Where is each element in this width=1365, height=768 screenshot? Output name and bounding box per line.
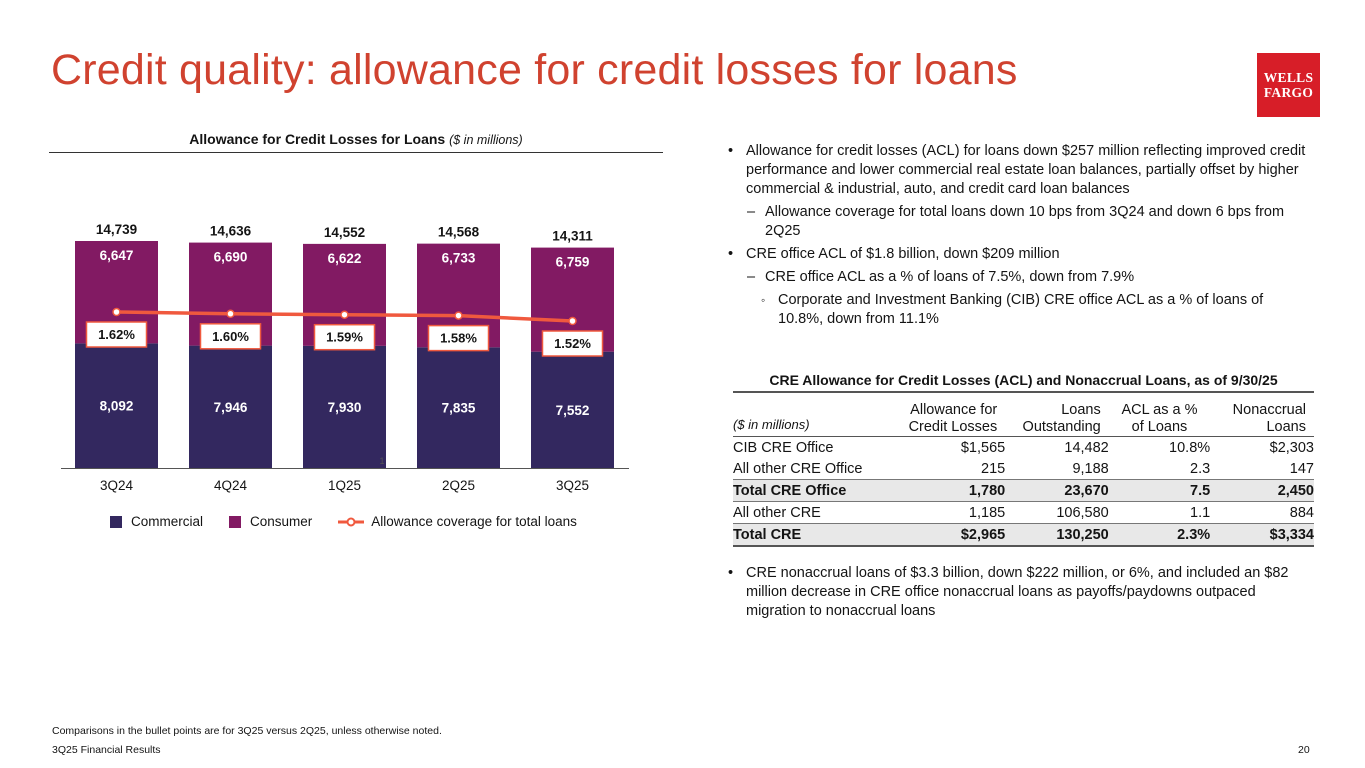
footnote: Comparisons in the bullet points are for 3Q25 versus 2Q25, unless otherwise noted. (52, 725, 442, 737)
header-loans-outstanding (1005, 393, 1109, 437)
cell-acl-pct: 2.3% (1109, 524, 1210, 547)
x-tick-label-3Q24: 3Q24 (99, 478, 134, 493)
x-tick-label-2Q25: 2Q25 (441, 478, 476, 493)
table-row-total (733, 480, 1314, 502)
cell-nonaccrual: 884 (1289, 504, 1314, 521)
table-row (733, 458, 1314, 480)
table-row (733, 502, 1314, 524)
bullet-dot-icon: • (728, 246, 734, 262)
footer-label: 3Q25 Financial Results (52, 744, 161, 756)
header-nonaccrual (1210, 393, 1314, 437)
data-label-total-3Q25: 14,311 (552, 228, 593, 244)
cell-allowance: $1,565 (960, 439, 1006, 456)
legend-swatch-commercial (110, 516, 122, 528)
wells-fargo-logo (1257, 53, 1320, 117)
cre-acl-table (733, 393, 1314, 547)
coverage-point-4Q24 (227, 310, 234, 317)
acl-stacked-bar-chart (0, 0, 700, 500)
data-label-commercial-4Q24: 7,946 (213, 399, 248, 415)
data-label-consumer-4Q24: 6,690 (213, 249, 248, 265)
cell-acl-pct: 1.1 (1190, 504, 1211, 521)
header-line-1: Nonaccrual (1232, 402, 1306, 418)
cell-nonaccrual: 147 (1289, 460, 1314, 477)
bullet-cre-nonaccrual (726, 564, 1306, 621)
unit-label: ($ in millions) (733, 417, 810, 432)
cell-allowance: 1,185 (968, 504, 1006, 521)
x-tick-label-1Q25: 1Q25 (327, 478, 362, 493)
nonaccrual-bullet-list (726, 564, 1306, 625)
data-label-commercial-2Q25: 7,835 (441, 400, 476, 416)
coverage-label-1Q25: 1.59% (326, 329, 363, 345)
cell-acl-pct: 10.8% (1169, 439, 1211, 456)
coverage-point-3Q25 (569, 318, 576, 325)
dash-icon: – (747, 269, 756, 285)
logo-line-2: FARGO (1263, 85, 1314, 100)
coverage-label-3Q25: 1.52% (554, 336, 591, 351)
coverage-point-2Q25 (455, 312, 462, 319)
header-line-1: Loans (1061, 402, 1101, 418)
legend-label-commercial: Commercial (131, 514, 204, 529)
page-number: 20 (1298, 744, 1310, 756)
bullet-dot-icon: • (728, 143, 734, 159)
cell-allowance: $2,965 (903, 524, 1005, 547)
sub-bullet-coverage (726, 203, 1306, 241)
table-row-total (733, 524, 1314, 547)
cell-loans: 23,670 (1005, 480, 1109, 502)
page-title: Credit quality: allowance for credit losses for loans (51, 46, 1018, 94)
cell-nonaccrual: $3,334 (1210, 524, 1314, 547)
legend-item-consumer (229, 514, 312, 529)
coverage-label-3Q24: 1.62% (98, 327, 135, 342)
header-acl-pct (1109, 393, 1210, 437)
key-points-list (726, 142, 1306, 333)
cell-loans: 106,580 (1056, 504, 1109, 521)
cell-loans: 9,188 (1072, 460, 1109, 477)
header-line-1: Allowance for (910, 402, 998, 418)
sub-sub-bullet-cib (726, 291, 1306, 329)
cell-nonaccrual: 2,450 (1210, 480, 1314, 502)
chart-title-text: Allowance for Credit Losses for Loans (189, 131, 446, 147)
data-label-consumer-3Q24: 6,647 (99, 248, 134, 263)
cell-loans: 130,250 (1005, 524, 1109, 547)
legend-label-consumer: Consumer (250, 514, 313, 529)
cell-acl-pct: 7.5 (1109, 480, 1210, 502)
sub-bullet-text: CRE office ACL as a % of loans of 7.5%, down from 7.9% (765, 269, 1135, 285)
data-label-consumer-2Q25: 6,733 (441, 250, 476, 266)
legend-item-commercial (110, 514, 203, 529)
coverage-point-1Q25 (341, 311, 348, 318)
row-label: Total CRE Office (733, 480, 903, 502)
header-line-2: Credit Losses (908, 419, 998, 435)
table-header-row (733, 393, 1314, 437)
bullet-acl-down (726, 142, 1306, 199)
sub-sub-bullet-text: Corporate and Investment Banking (CIB) CRE office ACL as a % of loans of 10.8%, down from 11.1% (778, 292, 1264, 327)
chart-title-unit: ($ in millions) (449, 133, 523, 147)
logo-line-1: WELLS (1263, 70, 1314, 85)
bullet-text: Allowance for credit losses (ACL) for loans down $257 million reflecting improved credit performance and lower commercial real estate loan balances, partially offset by higher commercial & industrial, auto, and credit card loan balances (746, 143, 1306, 197)
header-line-2: Outstanding (1022, 419, 1101, 435)
data-label-consumer-1Q25: 6,622 (327, 250, 362, 266)
bullet-cre-office-acl (726, 245, 1306, 264)
header-allowance (903, 393, 1005, 437)
chart-marker: 1 (379, 456, 385, 466)
hollow-circle-icon: ◦ (761, 293, 766, 307)
coverage-label-2Q25: 1.58% (440, 330, 477, 346)
cell-nonaccrual: $2,303 (1269, 439, 1314, 456)
data-label-commercial-3Q25: 7,552 (555, 402, 590, 418)
dash-icon: – (747, 204, 756, 220)
legend-swatch-coverage-icon (338, 516, 364, 528)
coverage-label-4Q24: 1.60% (212, 328, 249, 344)
sub-bullet-cre-office-pct (726, 268, 1306, 287)
header-line-2: Loans (1266, 419, 1306, 435)
data-label-total-2Q25: 14,568 (437, 224, 480, 240)
sub-bullet-text: Allowance coverage for total loans down 10 bps from 3Q24 and down 6 bps from 2Q25 (765, 204, 1285, 239)
cell-allowance: 215 (981, 460, 1006, 477)
row-label: CIB CRE Office (733, 439, 834, 456)
table-row (733, 437, 1314, 459)
x-tick-label-3Q25: 3Q25 (555, 478, 590, 493)
x-tick-label-4Q24: 4Q24 (213, 478, 248, 493)
data-label-total-3Q24: 14,739 (95, 222, 138, 237)
header-line-1: ACL as a % (1121, 402, 1198, 418)
row-label: Total CRE (733, 524, 903, 547)
chart-legend (110, 514, 577, 529)
data-label-total-4Q24: 14,636 (209, 223, 252, 239)
legend-swatch-consumer (229, 516, 241, 528)
row-label: All other CRE Office (733, 460, 863, 477)
legend-label-coverage: Allowance coverage for total loans (371, 514, 577, 529)
cell-acl-pct: 2.3 (1190, 460, 1211, 477)
cell-loans: 14,482 (1064, 439, 1109, 456)
bullet-text: CRE office ACL of $1.8 billion, down $209 million (746, 246, 1060, 262)
data-label-consumer-3Q25: 6,759 (555, 254, 590, 270)
data-label-commercial-3Q24: 8,092 (99, 398, 134, 414)
legend-item-coverage (338, 514, 577, 529)
data-label-total-1Q25: 14,552 (323, 224, 366, 240)
table-title: CRE Allowance for Credit Losses (ACL) and Nonaccrual Loans, as of 9/30/25 (769, 372, 1278, 388)
cell-allowance: 1,780 (903, 480, 1005, 502)
row-label: All other CRE (733, 504, 821, 521)
data-label-commercial-1Q25: 7,930 (327, 399, 362, 415)
coverage-point-3Q24 (113, 309, 120, 316)
bullet-dot-icon: • (728, 565, 734, 581)
header-line-2: of Loans (1131, 419, 1188, 435)
bullet-text: CRE nonaccrual loans of $3.3 billion, down $222 million, or 6%, and included an $82 million decrease in CRE office nonaccrual loans as payoffs/paydowns outpaced migration to nonaccrual loans (746, 565, 1289, 619)
